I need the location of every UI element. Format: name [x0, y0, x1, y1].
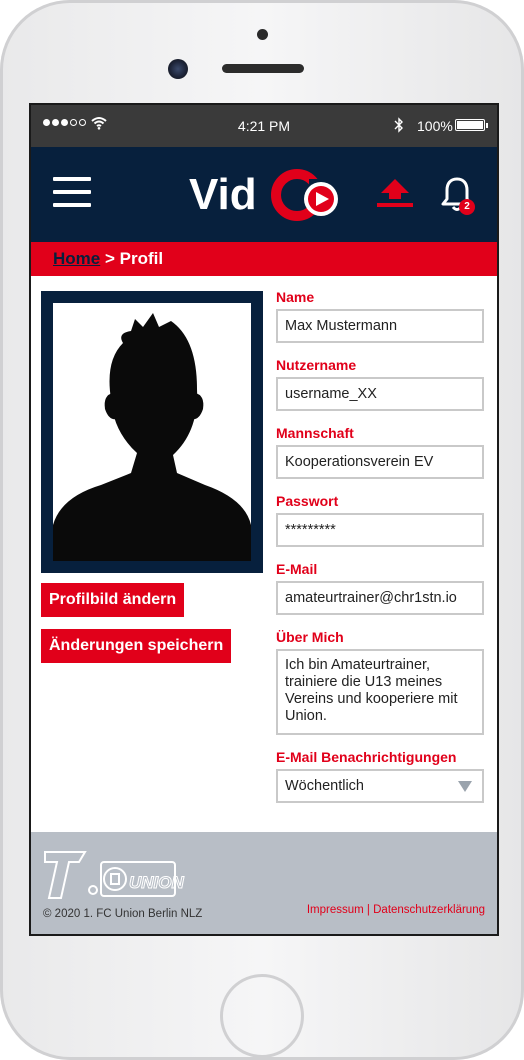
profile-photo	[53, 303, 251, 561]
bluetooth-icon	[394, 117, 404, 136]
app-header	[31, 147, 497, 242]
phone-sensor	[257, 29, 268, 40]
privacy-link[interactable]: Datenschutzerklärung	[373, 904, 485, 916]
footer-links	[307, 904, 485, 916]
notification-badge: 2	[459, 199, 475, 215]
battery-icon	[455, 119, 485, 131]
phone-speaker	[222, 64, 304, 73]
email-field[interactable]: amateurtrainer@chr1stn.io	[276, 581, 484, 615]
team-label: Mannschaft	[276, 425, 354, 441]
footer	[31, 832, 497, 934]
username-label: Nutzername	[276, 357, 357, 373]
breadcrumb-separator: >	[104, 249, 115, 268]
breadcrumb-current: Profil	[119, 249, 164, 268]
impressum-link[interactable]: Impressum	[306, 904, 364, 916]
password-label: Passwort	[276, 493, 339, 509]
name-label: Name	[276, 289, 315, 305]
app-screen	[29, 103, 499, 936]
about-textarea[interactable]: Ich bin Amateurtrainer, trainiere die U13 meines Vereins und kooperiere mit Union.	[276, 649, 484, 735]
password-field[interactable]: *********	[276, 513, 484, 547]
change-profile-photo-button[interactable]: Profilbild ändern	[41, 583, 184, 617]
footer-link-separator: |	[366, 904, 370, 916]
union-berlin-logo	[43, 848, 184, 902]
notifications-selected-value: Wöchentlich	[285, 778, 364, 794]
name-field[interactable]: Max Mustermann	[276, 309, 484, 343]
username-field[interactable]: username_XX	[276, 377, 484, 411]
save-changes-button[interactable]: Änderungen speichern	[41, 629, 231, 663]
status-bar	[31, 105, 497, 147]
logo-text-vid: Vid	[189, 170, 257, 219]
vidco-logo[interactable]	[189, 163, 349, 227]
home-button[interactable]	[220, 974, 304, 1058]
dropdown-arrow-icon	[458, 781, 472, 792]
breadcrumb	[31, 242, 497, 276]
profile-photo-frame	[41, 291, 263, 573]
profile-form	[276, 288, 484, 816]
team-field[interactable]: Kooperationsverein EV	[276, 445, 484, 479]
copyright-text: © 2020 1. FC Union Berlin NLZ	[43, 908, 203, 920]
hamburger-icon[interactable]	[53, 177, 91, 207]
breadcrumb-home-link[interactable]: Home	[53, 249, 101, 268]
about-label: Über Mich	[276, 629, 344, 645]
email-label: E-Mail	[276, 561, 318, 577]
battery-percent: 100%	[417, 118, 453, 134]
upload-icon[interactable]	[375, 177, 415, 209]
status-time: 4:21 PM	[237, 118, 291, 134]
notifications-select[interactable]	[276, 769, 484, 803]
phone-camera	[168, 59, 188, 79]
svg-text:UNION: UNION	[129, 873, 184, 892]
notifications-label: E-Mail Benachrichtigungen	[276, 749, 457, 765]
